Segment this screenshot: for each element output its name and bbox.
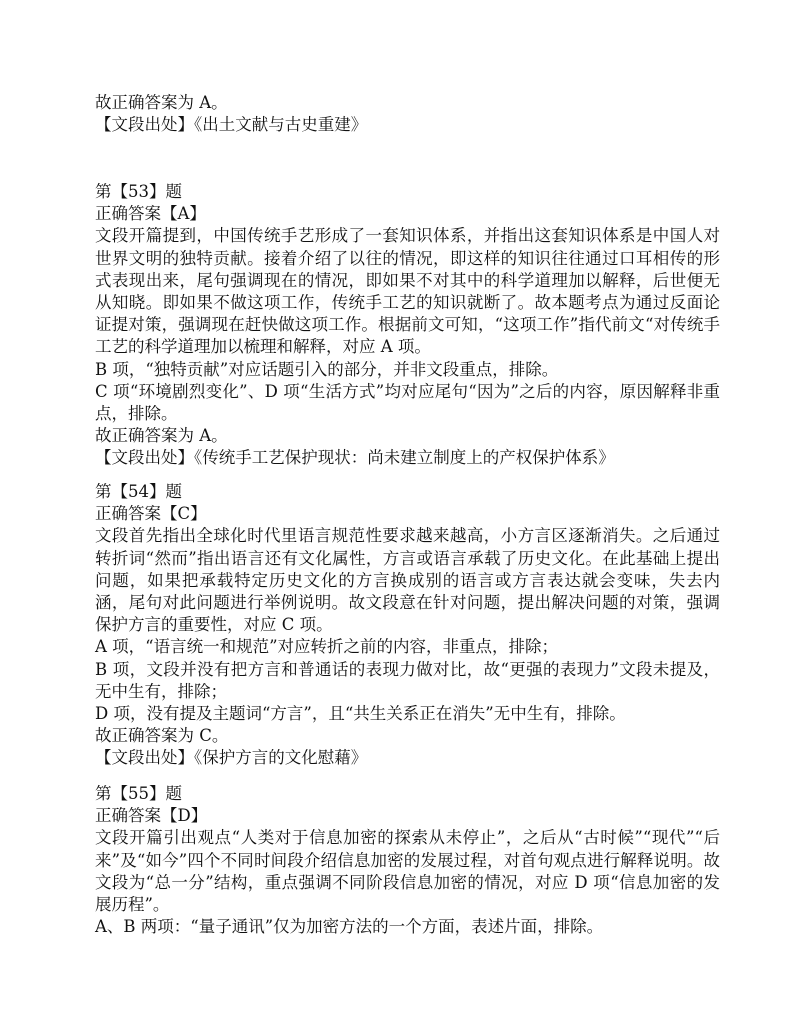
analysis-paragraph: 文段开篇引出观点“人类对于信息加密的探索从未停止”，之后从“古时候”“现代”“后来”及“如今”四个不同时间段介绍信息加密的发展过程，对首句观点进行解释说明。故文段为“总一分”结构，重点强调不同阶段信息加密的情况，对应 D 项“信息加密的发展历程”。 xyxy=(95,828,720,915)
answer-conclusion: 故正确答案为 A。 xyxy=(95,426,228,446)
answer-conclusion: 故正确答案为 C。 xyxy=(95,726,229,746)
correct-answer: 正确答案【D】 xyxy=(95,806,208,826)
question-53 xyxy=(95,181,720,470)
question-title: 第【53】题 xyxy=(95,182,182,201)
correct-answer: 正确答案【C】 xyxy=(95,504,207,524)
option-cd-explanation: C 项“环境剧烈变化”、D 项“生活方式”均对应尾句“因为”之后的内容，原因解释非重点，排除。 xyxy=(95,381,720,424)
answer-conclusion: 故正确答案为 A。 xyxy=(95,93,228,112)
option-ab-explanation: A、B 两项：“量子通讯”仅为加密方法的一个方面，表述片面，排除。 xyxy=(95,917,604,937)
option-b-explanation: B 项，文段并没有把方言和普通话的表现力做对比，故“更强的表现力”文段未提及，无中生有，排除； xyxy=(95,659,720,701)
option-a-explanation: A 项，“语言统一和规范”对应转折之前的内容，非重点，排除； xyxy=(95,637,559,657)
analysis-paragraph: 文段开篇提到，中国传统手艺形成了一套知识体系，并指出这套知识体系是中国人对世界文明的独特贡献。接着介绍了以往的情况，即这样的知识往往通过口耳相传的形式表现出来，尾句强调现在的情况，即如果不对其中的科学道理加以解释，后世便无从知晓。即如果不做这项工作，传统手工艺的知识就断了。故本题考点为通过反面论证提对策，强调现在赶快做这项工作。根据前文可知，“这项工作”指代前文“对传统手工艺的科学道理加以梳理和解释，对应 A 项。 xyxy=(95,226,720,357)
source-citation: 【文段出处】《保护方言的文化慰藉》 xyxy=(95,748,368,768)
source-citation: 【文段出处】《传统手工艺保护现状：尚未建立制度上的产权保护体系》 xyxy=(95,448,615,468)
analysis-paragraph: 文段首先指出全球化时代里语言规范性要求越来越高，小方言区逐渐消失。之后通过转折词“然而”指出语言还有文化属性，方言或语言承载了历史文化。在此基础上提出问题，如果把承载特定历史文化的方言换成别的语言或方言表达就会变味，失去内涵，尾句对此问题进行举例说明。故文段意在针对问题，提出解决问题的对策，强调保护方言的重要性，对应 C 项。 xyxy=(95,526,720,635)
intro-section xyxy=(95,92,720,136)
question-title: 第【55】题 xyxy=(95,784,182,803)
correct-answer: 正确答案【A】 xyxy=(95,204,206,224)
option-d-explanation: D 项，没有提及主题词“方言”，且“共生关系正在消失”无中生有，排除。 xyxy=(95,704,626,724)
source-citation: 【文段出处】《出土文献与古史重建》 xyxy=(95,115,368,135)
question-54 xyxy=(95,481,720,770)
question-title: 第【54】题 xyxy=(95,482,182,501)
option-b-explanation: B 项，“独特贡献”对应话题引入的部分，并非文段重点，排除。 xyxy=(95,359,559,379)
question-55 xyxy=(95,783,720,938)
